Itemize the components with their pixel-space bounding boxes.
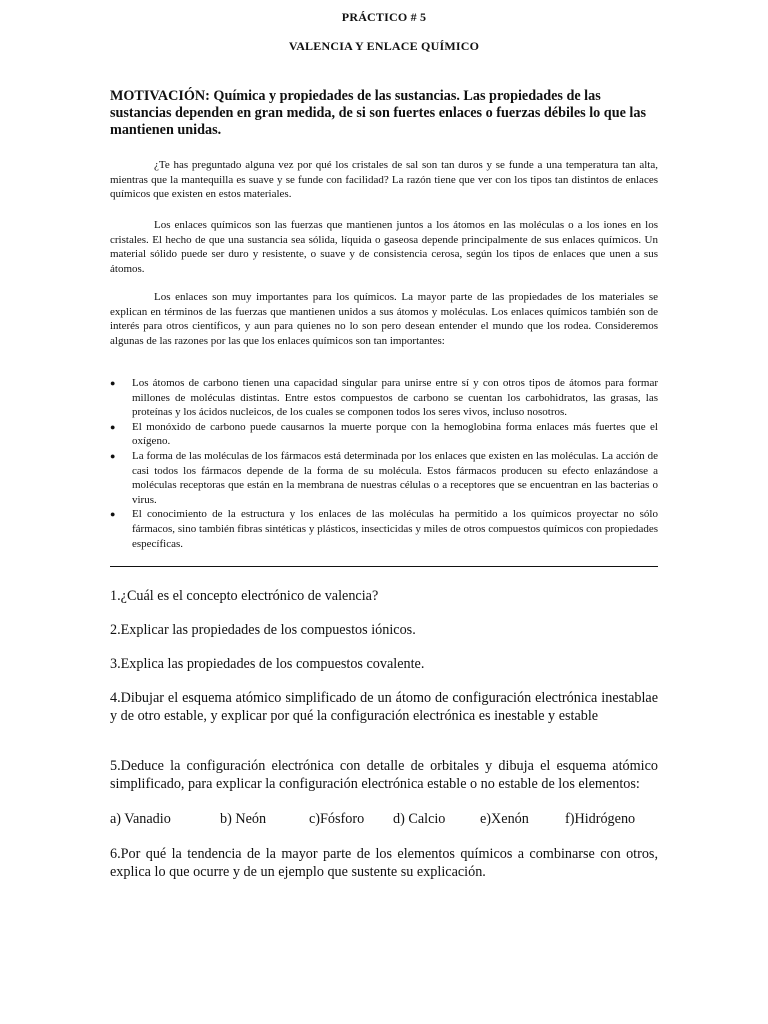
intro-paragraph-2: Los enlaces químicos son las fuerzas que mantienen juntos a los átomos en las moléculas o a los iones en los cristales. El hecho de que una sustancia sea sólida, líquida o gaseosa depende principalmente de sus enlaces químicos. Un material sólido puede ser duro y resistente, o suave y de consistencia cerosa, según los tipos de enlaces que unen a sus átomos. — [110, 219, 658, 275]
section-divider — [110, 566, 658, 567]
motivation-label: MOTIVACIÓN: — [110, 88, 210, 104]
list-item-text: El monóxido de carbono puede causarnos la muerte porque con la hemoglobina forma enlaces más fuertes que el oxígeno. — [132, 420, 658, 448]
option-hidrogeno: f)Hidrógeno — [565, 811, 636, 827]
bullet-icon: ● — [110, 378, 116, 388]
bullet-icon: ● — [110, 421, 116, 432]
option-vanadio: a) Vanadio — [110, 811, 171, 827]
intro-paragraph-3: Los enlaces son muy importantes para los químicos. La mayor parte de las propiedades de los materiales se explican en términos de las fuerzas que mantienen unidos a sus átomos y moléculas. Los enlaces químicos también son de interés para otros científicos, y aun para quienes no lo son pero desean entender el mundo que los rodea. Consideremos algunas de las razones por las que los enlaces químicos son tan importantes: — [110, 291, 658, 347]
practice-title: PRÁCTICO # 5 — [341, 10, 427, 24]
reasons-list — [110, 376, 658, 551]
list-item — [110, 376, 658, 420]
intro-paragraph-1: ¿Te has preguntado alguna vez por qué los cristales de sal son tan duros y se funde a una temperatura tan alta, mientras que la mantequilla es suave y se funde con facilidad? La razón tiene que ver con los tipos tan distintos de enlaces químicos que existen en estos materiales. — [110, 159, 658, 201]
list-item — [110, 507, 658, 551]
question-3: 3.Explica las propiedades de los compuestos covalente. — [110, 656, 425, 672]
question-5: 5.Deduce la configuración electrónica con detalle de orbitales y dibuja el esquema atómico simplificado, para explicar la configuración electrónica estable o no estable de los elementos: — [110, 758, 658, 792]
bullet-icon: ● — [110, 509, 116, 520]
motivation-text: Química y propiedades de las sustancias. Las propiedades de las sustancias dependen en gran medida, de si son fuertes enlaces o fuerzas débiles lo que las mantienen unidas. — [110, 88, 646, 138]
document-page — [110, 0, 658, 1024]
practice-subtitle: VALENCIA Y ENLACE QUÍMICO — [288, 39, 480, 53]
list-item-text: Los átomos de carbono tienen una capacidad singular para unirse entre sí y con otros tipos de átomos para formar millones de moléculas distintas. Entre estos compuestos de carbono se cuentan los carbohidratos, las grasas, las proteínas y los ácidos nucleicos, de los cuales se componen todos los seres vivos, incluso nosotros. — [132, 377, 658, 419]
option-calcio: d) Calcio — [393, 811, 446, 827]
question-6: 6.Por qué la tendencia de la mayor parte de los elementos químicos a combinarse con otros, explica lo que ocurre y de un ejemplo que sustente su explicación. — [110, 846, 658, 880]
option-xenon: e)Xenón — [480, 811, 529, 827]
question-4: 4.Dibujar el esquema atómico simplificado de un átomo de configuración electrónica inestablae y de otro estable, y explicar por qué la configuración electrónica es inestable y estable — [110, 690, 658, 724]
question-2: 2.Explicar las propiedades de los compuestos iónicos. — [110, 622, 416, 638]
list-item — [110, 420, 658, 449]
motivation-block — [110, 88, 658, 139]
option-fosforo: c)Fósforo — [309, 811, 365, 827]
list-item-text: La forma de las moléculas de los fármacos está determinada por los enlaces que existen en las moléculas. La acción de casi todos los fármacos depende de la forma de su molécula. Estos fármacos producen su efecto enlazándose a moléculas receptoras que están en la membrana de nuestras células o a receptores que se encuentran en las bacterias o virus. — [132, 449, 658, 506]
list-item — [110, 449, 658, 507]
list-item-text: El conocimiento de la estructura y los enlaces de las moléculas ha permitido a los químicos proyectar no sólo fármacos, sino también fibras sintéticas y plásticos, insecticidas y miles de otros compuestos químicos con propiedades específicas. — [132, 508, 658, 550]
element-options — [110, 811, 658, 829]
bullet-icon: ● — [110, 450, 116, 461]
question-1: 1.¿Cuál es el concepto electrónico de valencia? — [110, 588, 379, 604]
option-neon: b) Neón — [220, 811, 267, 827]
